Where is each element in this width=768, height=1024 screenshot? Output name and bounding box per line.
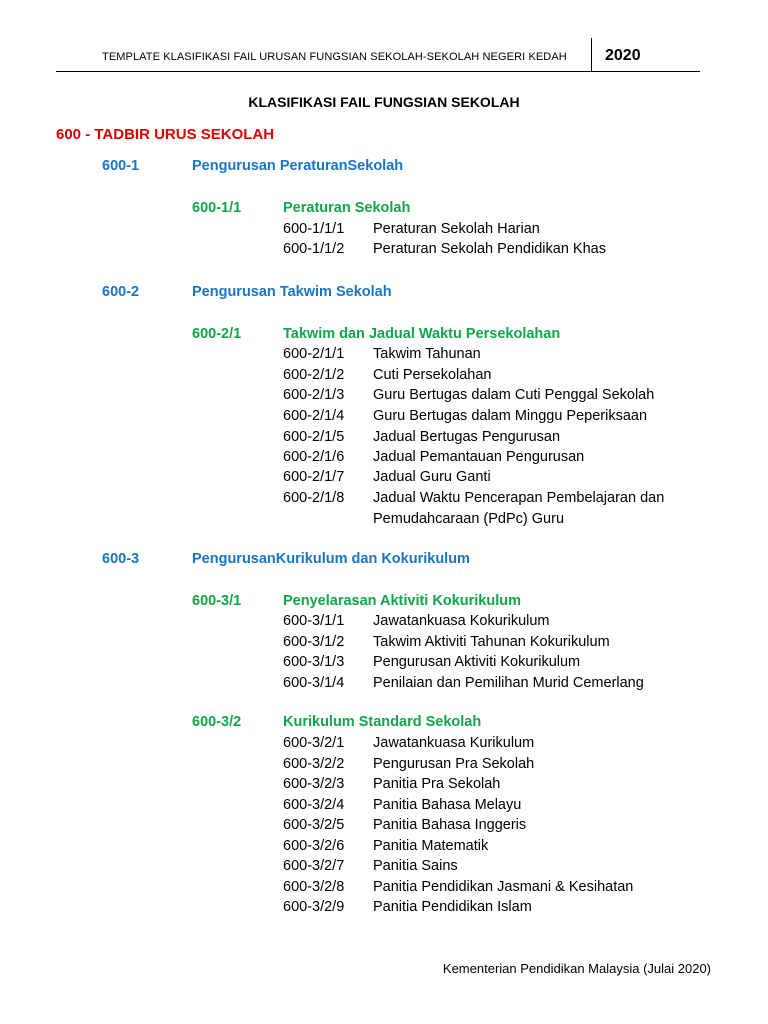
file-code: 600-3/2/2 xyxy=(283,756,345,772)
file-title: Panitia Bahasa Melayu xyxy=(373,797,522,813)
file-title: Panitia Bahasa Inggeris xyxy=(373,817,527,833)
file-title: Jawatankuasa Kurikulum xyxy=(373,735,535,751)
document-title: KLASIFIKASI FAIL FUNGSIAN SEKOLAH xyxy=(248,94,520,110)
file-code: 600-3/2 xyxy=(192,714,242,730)
file-code: 600-1 xyxy=(102,158,140,174)
file-code: 600-2/1/3 xyxy=(283,387,345,403)
file-title: Peraturan Sekolah Pendidikan Khas xyxy=(373,241,606,257)
file-title: Guru Bertugas dalam Minggu Peperiksaan xyxy=(373,408,648,424)
file-title: Panitia Pendidikan Islam xyxy=(373,899,532,915)
file-title: Takwim Tahunan xyxy=(373,346,481,362)
file-code: 600-3 xyxy=(102,551,140,567)
file-title: Panitia Pendidikan Jasmani & Kesihatan xyxy=(373,879,634,895)
file-title: Jadual Guru Ganti xyxy=(373,469,491,485)
file-code: 600-2/1/5 xyxy=(283,429,345,445)
file-code: 600-3/2/6 xyxy=(283,838,345,854)
file-code: 600-2/1/7 xyxy=(283,469,345,485)
file-title: Jadual Pemantauan Pengurusan xyxy=(373,449,585,465)
file-code: 600-2/1/2 xyxy=(283,367,345,383)
file-title: Pengurusan Takwim Sekolah xyxy=(192,284,392,300)
file-title: PengurusanKurikulum dan Kokurikulum xyxy=(192,551,470,567)
file-code: 600-3/1/4 xyxy=(283,675,345,691)
file-code: 600-3/2/9 xyxy=(283,899,345,915)
file-title: Takwim Aktiviti Tahunan Kokurikulum xyxy=(373,634,610,650)
file-title: Takwim dan Jadual Waktu Persekolahan xyxy=(283,326,561,342)
file-title: Panitia Matematik xyxy=(373,838,489,854)
file-title: Peraturan Sekolah xyxy=(283,200,411,216)
file-code: 600-2 xyxy=(102,284,140,300)
section-title: 600 - TADBIR URUS SEKOLAH xyxy=(56,126,275,143)
file-code: 600-2/1/8 xyxy=(283,490,345,506)
file-title: Pemudahcaraan (PdPc) Guru xyxy=(373,511,565,527)
file-code: 600-3/2/4 xyxy=(283,797,345,813)
file-title: Penilaian dan Pemilihan Murid Cemerlang xyxy=(373,675,644,691)
file-code: 600-2/1/4 xyxy=(283,408,345,424)
file-title: Kurikulum Standard Sekolah xyxy=(283,714,482,730)
file-code: 600-1/1/2 xyxy=(283,241,345,257)
file-code: 600-2/1 xyxy=(192,326,242,342)
file-title: Pengurusan Aktiviti Kokurikulum xyxy=(373,654,581,670)
file-code: 600-3/1/3 xyxy=(283,654,345,670)
header-rule xyxy=(56,71,700,72)
file-title: Panitia Sains xyxy=(373,858,458,874)
file-title: Guru Bertugas dalam Cuti Penggal Sekolah xyxy=(373,387,655,403)
file-code: 600-3/1/2 xyxy=(283,634,345,650)
file-title: Jadual Bertugas Pengurusan xyxy=(373,429,561,445)
file-code: 600-2/1/6 xyxy=(283,449,345,465)
file-code: 600-3/2/1 xyxy=(283,735,345,751)
file-code: 600-1/1/1 xyxy=(283,221,345,237)
file-code: 600-3/2/8 xyxy=(283,879,345,895)
file-code: 600-3/1/1 xyxy=(283,613,345,629)
header-year: 2020 xyxy=(605,47,641,64)
file-title: Peraturan Sekolah Harian xyxy=(373,221,540,237)
header-title: TEMPLATE KLASIFIKASI FAIL URUSAN FUNGSIAN SEKOLAH-SEKOLAH NEGERI KEDAH xyxy=(102,51,567,63)
file-title: Cuti Persekolahan xyxy=(373,367,492,383)
file-title: Jawatankuasa Kokurikulum xyxy=(373,613,550,629)
file-code: 600-3/1 xyxy=(192,593,242,609)
file-code: 600-1/1 xyxy=(192,200,242,216)
file-title: Penyelarasan Aktiviti Kokurikulum xyxy=(283,593,521,609)
file-title: Panitia Pra Sekolah xyxy=(373,776,501,792)
file-title: Jadual Waktu Pencerapan Pembelajaran dan xyxy=(373,490,665,506)
file-code: 600-3/2/7 xyxy=(283,858,345,874)
file-code: 600-3/2/3 xyxy=(283,776,345,792)
file-title: Pengurusan Pra Sekolah xyxy=(373,756,535,772)
footer-note: Kementerian Pendidikan Malaysia (Julai 2020) xyxy=(442,961,711,976)
file-code: 600-2/1/1 xyxy=(283,346,345,362)
file-title: Pengurusan PeraturanSekolah xyxy=(192,158,404,174)
header-divider xyxy=(591,38,592,71)
file-code: 600-3/2/5 xyxy=(283,817,345,833)
